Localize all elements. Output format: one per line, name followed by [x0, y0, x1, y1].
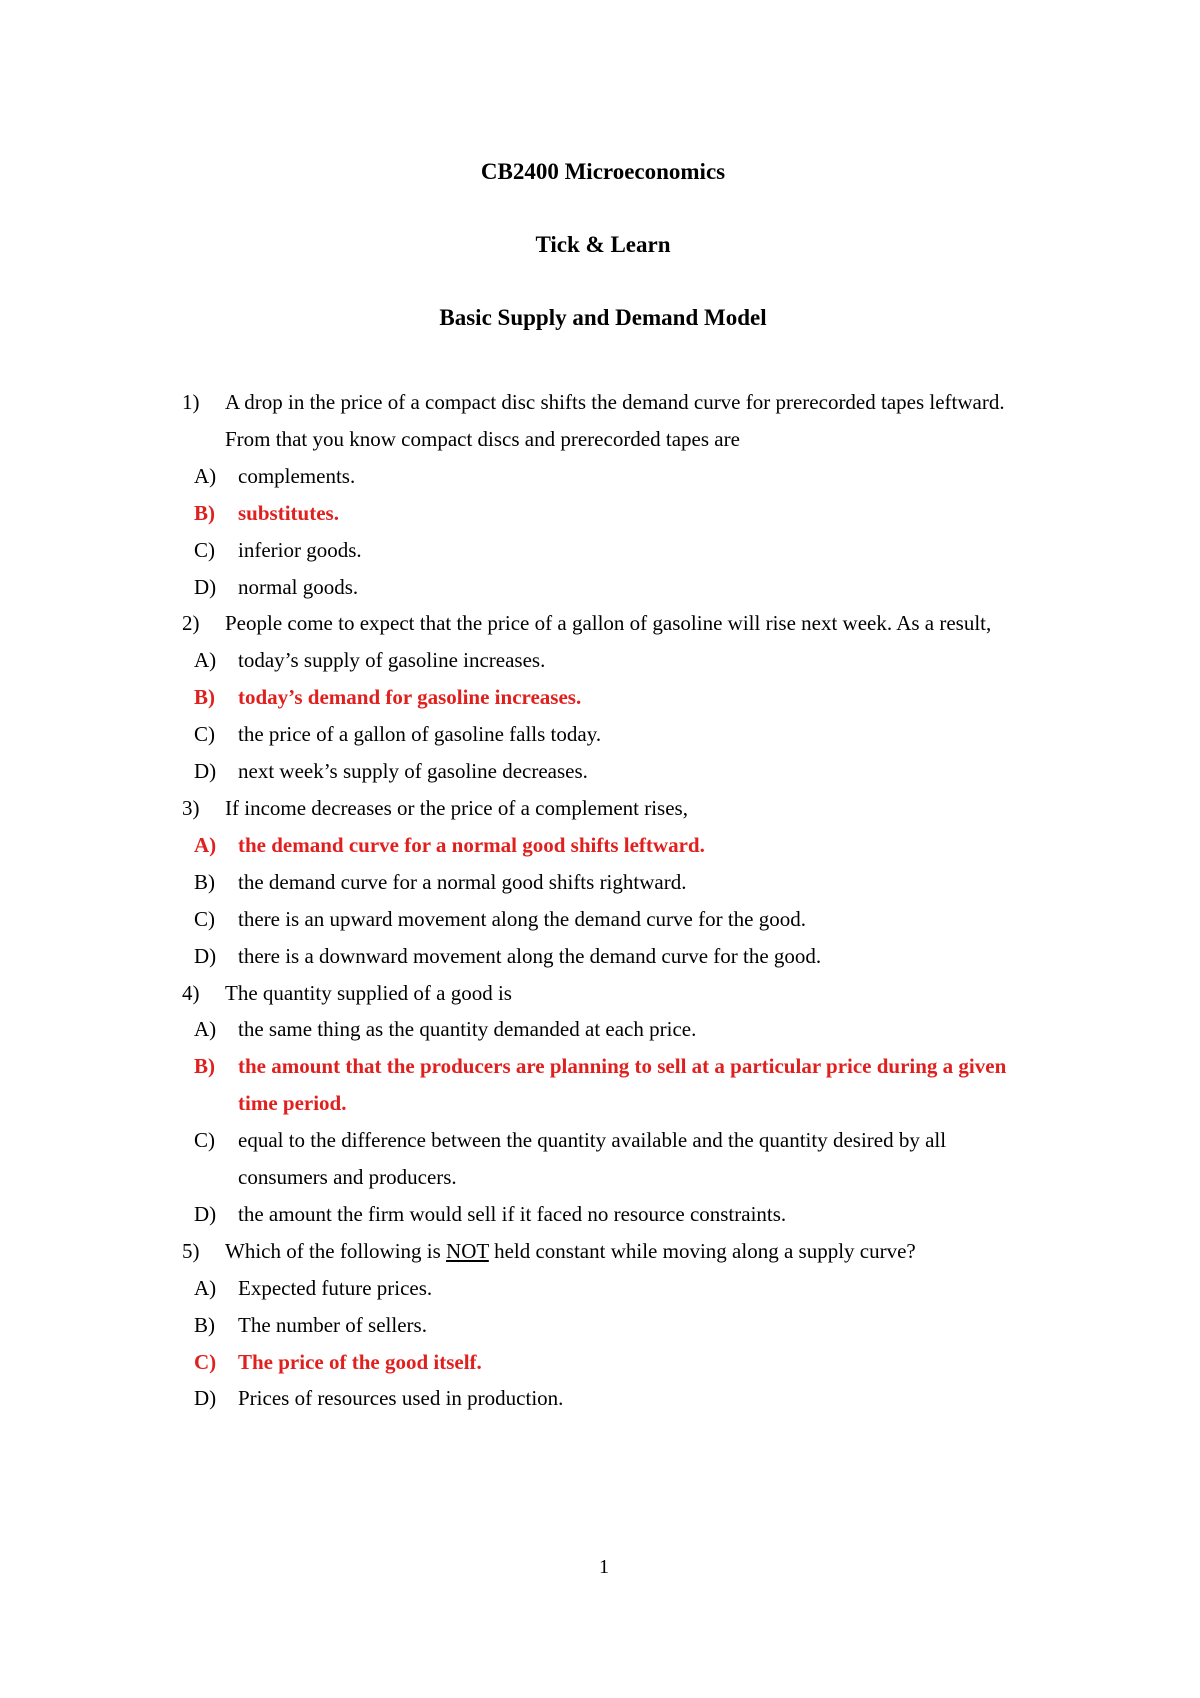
question-text-after: held constant while moving along a supply curve? [488, 1238, 916, 1263]
option-c [182, 901, 1022, 938]
question-list [182, 384, 1022, 1417]
option-d [182, 753, 1022, 790]
option-d [182, 1380, 1022, 1417]
option-letter: D) [194, 759, 217, 784]
option-text: The number of sellers. [238, 1312, 427, 1337]
option-letter: D) [194, 943, 217, 968]
option-a [182, 1270, 1022, 1307]
option-b [182, 864, 1022, 901]
question-text: People come to expect that the price of a gallon of gasoline will rise next week. As a result, [225, 611, 992, 636]
option-letter: C) [194, 722, 215, 747]
option-a [182, 642, 1022, 679]
option-letter: C) [194, 906, 215, 931]
question-number: 3) [182, 795, 200, 820]
option-c [182, 1122, 1022, 1196]
option-letter: C) [194, 1128, 215, 1153]
option-text: the amount that the producers are planning to sell at a particular price during a given time period. [238, 1054, 1007, 1116]
option-letter: A) [194, 463, 217, 488]
option-letter: B) [194, 500, 215, 525]
question-1 [182, 384, 1022, 605]
option-b-correct [182, 1048, 1022, 1122]
option-text: Prices of resources used in production. [238, 1386, 564, 1411]
option-text: the demand curve for a normal good shifts rightward. [238, 869, 687, 894]
question-5 [182, 1233, 1022, 1418]
question-number: 2) [182, 611, 200, 636]
option-text: substitutes. [238, 500, 339, 525]
option-letter: A) [194, 1017, 217, 1042]
option-text: the demand curve for a normal good shifts leftward. [238, 832, 705, 857]
option-letter: B) [194, 685, 215, 710]
option-text: the same thing as the quantity demanded at each price. [238, 1017, 697, 1042]
option-text: The price of the good itself. [238, 1349, 482, 1374]
question-number: 1) [182, 390, 200, 414]
option-letter: C) [194, 1349, 217, 1374]
option-letter: D) [194, 1201, 217, 1226]
course-title: CB2400 Microeconomics [480, 159, 726, 184]
option-text: normal goods. [238, 574, 359, 599]
option-text: there is a downward movement along the demand curve for the good. [238, 943, 822, 968]
option-text: Expected future prices. [238, 1275, 433, 1300]
option-a-correct [182, 827, 1022, 864]
option-text: next week’s supply of gasoline decreases. [238, 759, 588, 784]
option-d [182, 938, 1022, 975]
question-4 [182, 975, 1022, 1233]
option-text: today’s demand for gasoline increases. [238, 685, 582, 710]
option-letter: C) [194, 537, 215, 562]
option-letter: B) [194, 1312, 215, 1337]
option-c [182, 532, 1022, 569]
option-text: the amount the firm would sell if it faced no resource constraints. [238, 1201, 787, 1226]
option-letter: A) [194, 648, 217, 673]
option-d [182, 1196, 1022, 1233]
title-block [0, 158, 1200, 332]
option-a [182, 458, 1022, 495]
option-d [182, 569, 1022, 606]
question-text-before: Which of the following is [225, 1238, 447, 1263]
option-text: equal to the difference between the quantity available and the quantity desired by all consumers and producers. [238, 1128, 947, 1190]
option-letter: B) [194, 1054, 215, 1079]
option-text: the price of a gallon of gasoline falls today. [238, 722, 602, 747]
question-2 [182, 605, 1022, 790]
option-text: complements. [238, 463, 356, 488]
option-c-correct [182, 1344, 1022, 1381]
question-number: 5) [182, 1238, 200, 1263]
question-text: A drop in the price of a compact disc shifts the demand curve for prerecorded tapes leftward. From that you know compact discs and prerecorded tapes are [225, 390, 1005, 451]
option-letter: A) [194, 832, 217, 857]
topic-title: Basic Supply and Demand Model [439, 305, 767, 330]
option-text: inferior goods. [238, 537, 362, 562]
worksheet-subtitle: Tick & Learn [535, 232, 671, 257]
option-letter: A) [194, 1275, 217, 1300]
page-number: 1 [599, 1556, 609, 1578]
option-text: there is an upward movement along the demand curve for the good. [238, 906, 806, 931]
question-text: If income decreases or the price of a complement rises, [225, 795, 688, 820]
question-text: The quantity supplied of a good is [225, 980, 512, 1005]
question-text [225, 1233, 1022, 1270]
option-b-correct [182, 495, 1022, 532]
option-text: today’s supply of gasoline increases. [238, 648, 546, 673]
option-letter: D) [194, 574, 217, 599]
option-letter: D) [194, 1386, 217, 1411]
question-3 [182, 790, 1022, 975]
option-c [182, 716, 1022, 753]
option-b-correct [182, 679, 1022, 716]
question-number: 4) [182, 980, 200, 1005]
option-a [182, 1011, 1022, 1048]
option-letter: B) [194, 869, 215, 894]
option-b [182, 1307, 1022, 1344]
question-text-underlined: NOT [446, 1238, 489, 1263]
